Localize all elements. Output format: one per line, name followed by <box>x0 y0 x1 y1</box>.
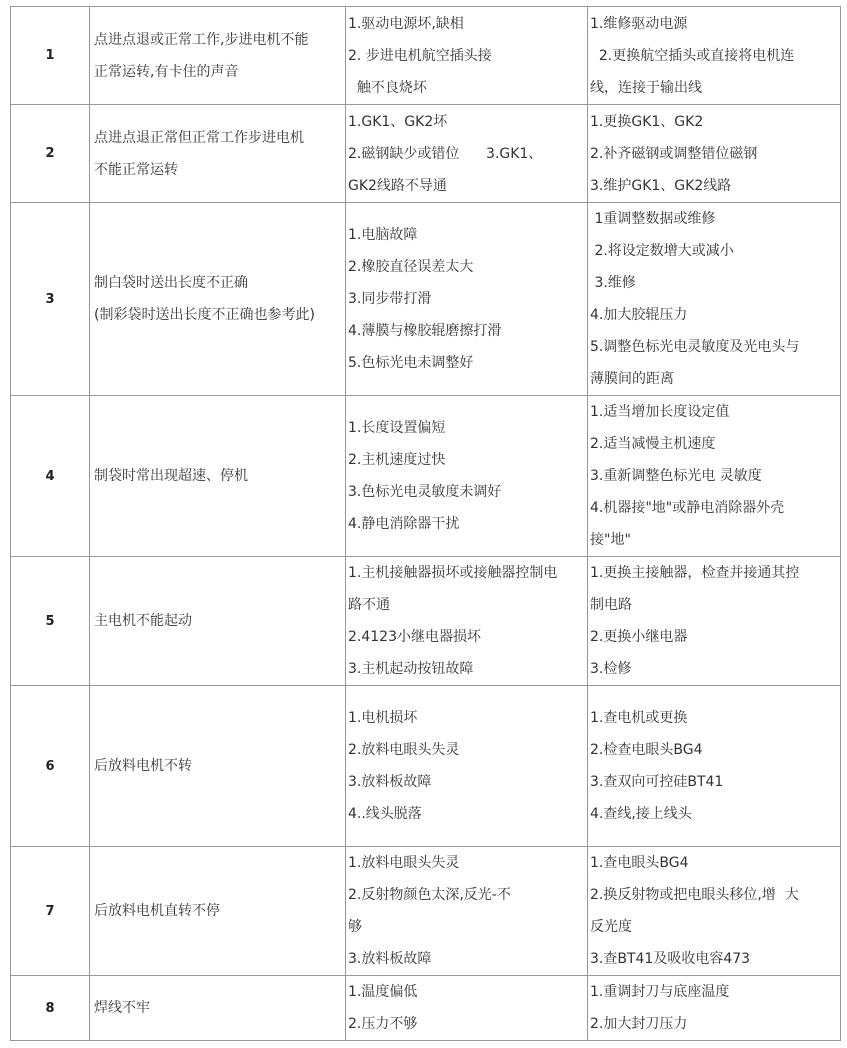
row-number: 5 <box>11 557 90 686</box>
fix-cell <box>588 396 841 557</box>
fix-line: 1.重调封刀与底座温度 <box>590 984 730 1000</box>
fix-cell <box>588 686 841 847</box>
fix-line: 4.查线,接上线头 <box>590 806 692 822</box>
table-row <box>11 557 841 686</box>
fix-line: 1.查电眼头BG4 <box>590 855 689 871</box>
cause-line: 1.电脑故障 <box>348 227 418 243</box>
fix-line: 3.查BT41及吸收电容473 <box>590 951 751 967</box>
cause-line: 2.磁钢缺少或错位 3.GK1、 <box>348 145 543 162</box>
cause-line: 触不良烧坏 <box>348 79 427 96</box>
cause-cell <box>346 396 588 557</box>
fault-cell <box>90 396 346 557</box>
cause-line: 4.薄膜与橡胶辊磨擦打滑 <box>348 323 502 339</box>
cause-cell <box>346 976 588 1041</box>
troubleshooting-table <box>10 6 841 1041</box>
fix-line: 薄膜间的距离 <box>590 371 674 387</box>
cause-line: 1.长度设置偏短 <box>348 420 446 436</box>
cause-cell <box>346 686 588 847</box>
cause-line: 1.驱动电源坏,缺相 <box>348 15 464 32</box>
cause-line: 够 <box>348 919 362 935</box>
cause-line: 3.色标光电灵敏度未调好 <box>348 484 502 500</box>
cause-line: 2. 步进电机航空插头接 <box>348 47 492 64</box>
fix-line: 制电路 <box>590 597 632 613</box>
cause-line: 3.主机起动按钮故障 <box>348 661 474 677</box>
cause-line: 3.放料板故障 <box>348 774 432 790</box>
fault-line: 后放料电机不转 <box>94 758 192 774</box>
table-row <box>11 847 841 976</box>
fault-line: 主电机不能起动 <box>94 613 192 629</box>
fault-cell <box>90 847 346 976</box>
fix-cell <box>588 847 841 976</box>
table-row <box>11 7 841 105</box>
cause-line: 1.温度偏低 <box>348 984 418 1000</box>
fix-line: 1重调整数据或维修 <box>590 211 716 227</box>
fix-line: 2.补齐磁钢或调整错位磁钢 <box>590 145 758 162</box>
cause-line: 2.4123小继电器损坏 <box>348 629 481 645</box>
fix-line: 反光度 <box>590 919 632 935</box>
fix-cell <box>588 105 841 203</box>
fix-line: 2.加大封刀压力 <box>590 1016 688 1032</box>
table-row <box>11 686 841 847</box>
fix-line: 线，连接于输出线 <box>590 79 702 96</box>
fault-line: 不能正常运转 <box>94 161 178 178</box>
fault-line: 焊线不牢 <box>94 1000 150 1016</box>
cause-line: 路不通 <box>348 597 390 613</box>
cause-cell <box>346 7 588 105</box>
fix-line: 3.重新调整色标光电 灵敏度 <box>590 468 762 484</box>
fault-cell <box>90 686 346 847</box>
fix-line: 1.更换GK1、GK2 <box>590 113 704 130</box>
cause-line: 1.放料电眼头失灵 <box>348 855 460 871</box>
fix-cell <box>588 557 841 686</box>
row-number: 4 <box>11 396 90 557</box>
fault-line: 正常运转,有卡住的声音 <box>94 63 239 80</box>
fault-line: 制袋时常出现超速、停机 <box>94 468 248 484</box>
fault-cell <box>90 976 346 1041</box>
fault-line: 后放料电机直转不停 <box>94 903 220 919</box>
fix-cell <box>588 976 841 1041</box>
fix-line: 1.维修驱动电源 <box>590 15 688 32</box>
fix-line: 2.将设定数增大或减小 <box>590 243 734 259</box>
cause-cell <box>346 557 588 686</box>
fix-line: 3.检修 <box>590 661 632 677</box>
fault-cell <box>90 7 346 105</box>
cause-line: 3.放料板故障 <box>348 951 432 967</box>
fault-cell <box>90 105 346 203</box>
fix-line: 1.查电机或更换 <box>590 710 688 726</box>
fix-cell <box>588 203 841 396</box>
fix-line: 3.维护GK1、GK2线路 <box>590 177 732 194</box>
fix-line: 5.调整色标光电灵敏度及光电头与 <box>590 339 800 355</box>
fix-line: 3.查双向可控硅BT41 <box>590 774 724 790</box>
row-number: 3 <box>11 203 90 396</box>
table-body <box>11 7 841 1041</box>
fault-line: 制白袋时送出长度不正确 <box>94 275 248 291</box>
row-number: 2 <box>11 105 90 203</box>
fix-line: 1.更换主接触器，检查并接通其控 <box>590 565 800 581</box>
cause-line: 2.放料电眼头失灵 <box>348 742 460 758</box>
row-number: 1 <box>11 7 90 105</box>
cause-line: 1.主机接触器损坏或接触器控制电 <box>348 565 558 581</box>
cause-line: 4..线头脱落 <box>348 806 422 822</box>
cause-cell <box>346 105 588 203</box>
cause-line: 1.GK1、GK2坏 <box>348 113 448 130</box>
table-row <box>11 105 841 203</box>
fix-line: 2.更换航空插头或直接将电机连 <box>590 47 795 64</box>
table-row <box>11 976 841 1041</box>
fix-line: 4.加大胶辊压力 <box>590 307 688 323</box>
cause-line: 5.色标光电未调整好 <box>348 355 474 371</box>
cause-line: GK2线路不导通 <box>348 177 447 194</box>
fix-line: 4.机器接"地"或静电消除器外壳 <box>590 500 785 516</box>
row-number: 7 <box>11 847 90 976</box>
fix-line: 2.检查电眼头BG4 <box>590 742 703 758</box>
fix-line: 2.适当减慢主机速度 <box>590 436 716 452</box>
fix-cell <box>588 7 841 105</box>
cause-cell <box>346 847 588 976</box>
fix-line: 接"地" <box>590 532 631 548</box>
fault-line: (制彩袋时送出长度不正确也参考此) <box>94 307 315 323</box>
row-number: 8 <box>11 976 90 1041</box>
fix-line: 1.适当增加长度设定值 <box>590 404 730 420</box>
cause-cell <box>346 203 588 396</box>
cause-line: 2.反射物颜色太深,反光-不 <box>348 887 511 903</box>
cause-line: 2.主机速度过快 <box>348 452 446 468</box>
cause-line: 1.电机损坏 <box>348 710 418 726</box>
fix-line: 2.换反射物或把电眼头移位,增 大 <box>590 887 799 903</box>
table-row <box>11 203 841 396</box>
fault-cell <box>90 203 346 396</box>
fault-line: 点进点退正常但正常工作步进电机 <box>94 129 304 146</box>
row-number: 6 <box>11 686 90 847</box>
fault-cell <box>90 557 346 686</box>
table-row <box>11 396 841 557</box>
cause-line: 2.橡胶直径误差太大 <box>348 259 474 275</box>
fix-line: 3.维修 <box>590 275 636 291</box>
fix-line: 2.更换小继电器 <box>590 629 688 645</box>
cause-line: 3.同步带打滑 <box>348 291 432 307</box>
fault-line: 点进点退或正常工作,步进电机不能 <box>94 31 309 48</box>
cause-line: 2.压力不够 <box>348 1016 418 1032</box>
cause-line: 4.静电消除器干扰 <box>348 516 460 532</box>
